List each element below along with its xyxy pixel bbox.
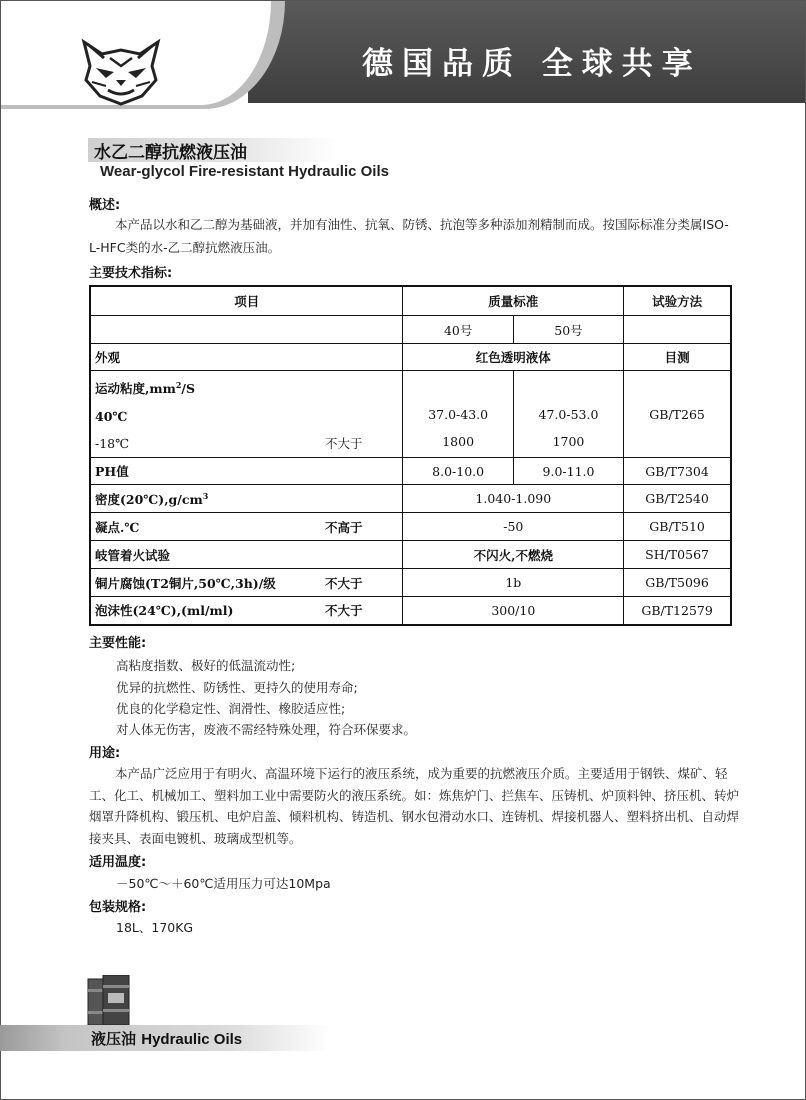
row-value: 1b: [403, 569, 624, 597]
overview-text-content: 本产品以水和乙二醇为基础液，并加有油性、抗氧、防锈、抗泡等多种添加剂精制而成。按国际标准分类属ISO-L-HFC类的水-乙二醇抗燃液压油。: [89, 217, 729, 255]
row-limit: 不高于: [324, 519, 363, 535]
table-row: [90, 513, 731, 541]
row-item: 铜片腐蚀(T2铜片,50℃,3h)/级: [95, 575, 276, 591]
header-slogan: 德国品质 全球共享: [362, 46, 702, 82]
performance-item: 优异的抗燃性、防锈性、更持久的使用寿命;: [116, 680, 358, 695]
viscosity-40c-label: 40℃: [95, 409, 128, 425]
viscosity-40c-grade40: 37.0-43.0: [428, 407, 489, 423]
row-method: 目测: [624, 344, 731, 371]
packaging-heading: 包装规格:: [89, 900, 147, 915]
viscosity-40c-grade50: 47.0-53.0: [538, 407, 599, 423]
viscosity-neg18-row: [95, 430, 398, 457]
product-title-en: Wear-glycol Fire-resistant Hydraulic Oils: [100, 163, 389, 180]
performance-item: 对人体无伤害，废液不需经特殊处理，符合环保要求。: [116, 722, 417, 737]
row-limit: 不大于: [324, 603, 363, 619]
table-row: [90, 344, 731, 371]
row-item-viscosity: [90, 371, 403, 458]
row-item-density: 密度$(20℃),g/cm^3$: [90, 485, 403, 513]
table-row: [90, 286, 731, 316]
col-header-item: 项目: [90, 286, 403, 316]
row-method: GB/T510: [624, 513, 731, 541]
row-item: 岐管着火试验: [90, 541, 403, 569]
spec-table: [89, 285, 732, 626]
row-value: 1.040-1.090: [403, 485, 624, 513]
row-method: SH/T0567: [624, 541, 731, 569]
performance-heading: 主要性能:: [89, 636, 147, 651]
specs-heading: 主要技术指标:: [89, 266, 173, 281]
temperature-text: －50℃～＋60℃适用压力可达10Mpa: [116, 876, 331, 891]
cat-head-logo-icon: [80, 36, 162, 106]
row-item: 凝点.℃: [95, 519, 140, 535]
overview-heading: 概述:: [89, 198, 121, 213]
performance-item: 高粘度指数、极好的低温流动性;: [116, 658, 296, 673]
footer-label-en: Hydraulic Oils: [141, 1031, 243, 1048]
row-method: GB/T265: [624, 371, 731, 458]
row-item: 外观: [90, 344, 403, 371]
row-item-cell: [90, 569, 403, 597]
row-method: GB/T5096: [624, 569, 731, 597]
row-limit: 不大于: [324, 575, 363, 591]
table-row: [90, 541, 731, 569]
product-title-zh: 水乙二醇抗燃液压油: [94, 143, 247, 163]
col-header-standard: 质量标准: [403, 286, 624, 316]
col-header-method: 试验方法: [624, 286, 731, 316]
usage-heading: 用途:: [89, 746, 121, 761]
table-cell: [624, 316, 731, 344]
table-row: [90, 458, 731, 485]
row-item-cell: [90, 597, 403, 625]
row-value: 不闪火,不燃烧: [403, 541, 624, 569]
table-cell: [90, 316, 403, 344]
temperature-heading: 适用温度:: [89, 855, 147, 870]
viscosity-neg18-grade50: 1700: [552, 434, 585, 450]
table-row: [90, 485, 731, 513]
row-value: 红色透明液体: [403, 344, 624, 371]
usage-text: [89, 763, 741, 849]
table-row: [90, 569, 731, 597]
overview-text: [89, 213, 739, 259]
row-item: 泡沫性(24℃),(ml/ml): [95, 603, 234, 619]
viscosity-neg18-limit: 不大于: [324, 436, 363, 452]
packaging-text: 18L、170KG: [116, 920, 194, 935]
oil-drum-icon: [87, 975, 131, 1027]
row-item: PH值: [90, 458, 403, 485]
row-value: -50: [403, 513, 624, 541]
row-method: GB/T12579: [624, 597, 731, 625]
viscosity-40-values: [403, 371, 513, 458]
row-item-cell: [90, 513, 403, 541]
table-row: [90, 316, 731, 344]
table-row: [90, 371, 731, 458]
row-value-40: 8.0-10.0: [403, 458, 513, 485]
viscosity-neg18-grade40: 1800: [442, 434, 475, 450]
viscosity-50-values: [513, 371, 623, 458]
grade-50: 50号: [513, 316, 623, 344]
row-value: 300/10: [403, 597, 624, 625]
row-method: GB/T7304: [624, 458, 731, 485]
viscosity-neg18-label: -18℃: [95, 436, 130, 452]
performance-item: 优良的化学稳定性、润滑性、橡胶适应性;: [116, 701, 346, 716]
viscosity-label: 运动粘度$,mm^2/S$: [95, 380, 195, 397]
row-value-50: 9.0-11.0: [513, 458, 623, 485]
footer-label: [91, 1028, 242, 1049]
footer-label-zh: 液压油: [91, 1030, 137, 1048]
table-row: [90, 597, 731, 625]
usage-text-content: 本产品广泛应用于有明火、高温环境下运行的液压系统，成为重要的抗燃液压介质。主要适用于钢铁、煤矿、轻工、化工、机械加工、塑料加工业中需要防火的液压系统。如：炼焦炉门、拦焦车、压铸机、炉顶料钟、挤压机、转炉烟罩升降机构、锻压机、电炉启盖、倾料机构、铸造机、钢水包滑动水口、连铸机、焊接机器人、塑料挤出机、自动焊接夹具、表面电镀机、玻璃成型机等。: [89, 766, 740, 846]
row-method: GB/T2540: [624, 485, 731, 513]
grade-40: 40号: [403, 316, 513, 344]
